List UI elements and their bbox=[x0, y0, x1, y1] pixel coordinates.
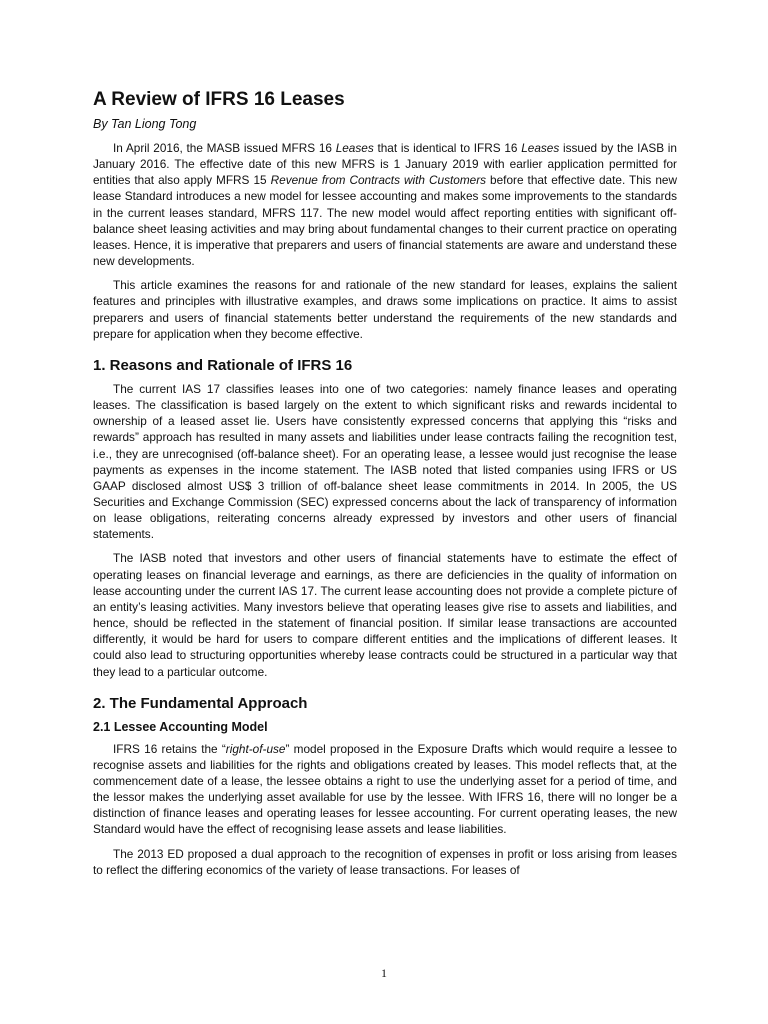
document-page bbox=[93, 88, 677, 886]
section-1-paragraph-1: The current IAS 17 classifies leases into one of two categories: namely finance leases and operating leases. The classification is based largely on the extent to which significant risks and rewards incidental to ownership of a leased asset lie. Users have consistently expressed concerns that applying this “risks and rewards” approach has resulted in many assets and liabilities under lease contracts failing the recognition test, i.e., they are unrecognised (off-balance sheet). For an operating lease, a lessee would just recognise the lease payments as expenses in the income statement. The IASB noted that listed companies using IFRS or US GAAP disclosed almost US$ 3 trillion of off-balance sheet lease commitments in 2014. In 2005, the US Securities and Exchange Commission (SEC) expressed concerns about the lack of transparency of information on lease obligations, reiterating concerns already expressed by investors and other users of financial statements. bbox=[93, 381, 677, 542]
section-2-paragraph-2: The 2013 ED proposed a dual approach to the recognition of expenses in profit or loss arising from leases to reflect the differing economics of the variety of lease transactions. For leases of bbox=[93, 846, 677, 877]
section-1-heading: 1. Reasons and Rationale of IFRS 16 bbox=[93, 356, 353, 374]
section-2-paragraph-1: IFRS 16 retains the “right-of-use” model proposed in the Exposure Drafts which would require a lessee to recognise assets and liabilities for the rights and obligations created by leases. This model reflects that, at the commencement date of a lease, the lessee obtains a right to use the underlying asset for a period of time, and the lessor makes the underlying asset available for use by the lessee. With IFRS 16, there will no longer be a distinction of finance leases and operating leases for lessee accounting. For current operating leases, the new Standard would have the effect of recognising lease assets and lease liabilities. bbox=[93, 741, 677, 837]
section-1-paragraph-2: The IASB noted that investors and other users of financial statements have to estimate the effect of operating leases on financial leverage and earnings, as there are deficiencies in the quality of information on lease accounting under the current IAS 17. The current lease accounting does not provide a complete picture of an entity’s leasing activities. Many investors believe that operating leases give rise to assets and liabilities, and hence, should be reflected in the statement of financial position. If similar lease transactions are accounted differently, it would be hard for users to compare different entities and the implications of different leases. It could also lead to structuring opportunities whereby lease contracts could be structured in a particular way that they lead to a particular outcome. bbox=[93, 551, 677, 679]
author-byline: By Tan Liong Tong bbox=[93, 117, 197, 131]
intro-paragraph-2: This article examines the reasons for and rationale of the new standard for leases, explains the salient features and principles with illustrative examples, and draws some implications on practice. It aims to assist preparers and users of financial statements better understand the requirements of the new standards and prepare for application when they become effective. bbox=[93, 278, 677, 341]
document-title: A Review of IFRS 16 Leases bbox=[93, 89, 345, 110]
intro-paragraph-1: In April 2016, the MASB issued MFRS 16 Leases that is identical to IFRS 16 Leases issued by the IASB in January 2016. The effective date of this new MFRS is 1 January 2019 with earlier application permitted for entities that also apply MFRS 15 Revenue from Contracts with Customers before that effective date. This new lease Standard introduces a new model for lessee accounting and makes some improvements to the standards in the current leases standard, MFRS 117. The new model would affect reporting entities with significant off-balance sheet leasing activities and may bring about fundamental changes to their current practice on operating leases. Hence, it is imperative that preparers and users of financial statements are aware and understand these new developments. bbox=[93, 141, 677, 269]
section-2-heading: 2. The Fundamental Approach bbox=[93, 694, 308, 712]
section-2-1-heading: 2.1 Lessee Accounting Model bbox=[93, 719, 268, 734]
page-number: 1 bbox=[381, 966, 387, 980]
